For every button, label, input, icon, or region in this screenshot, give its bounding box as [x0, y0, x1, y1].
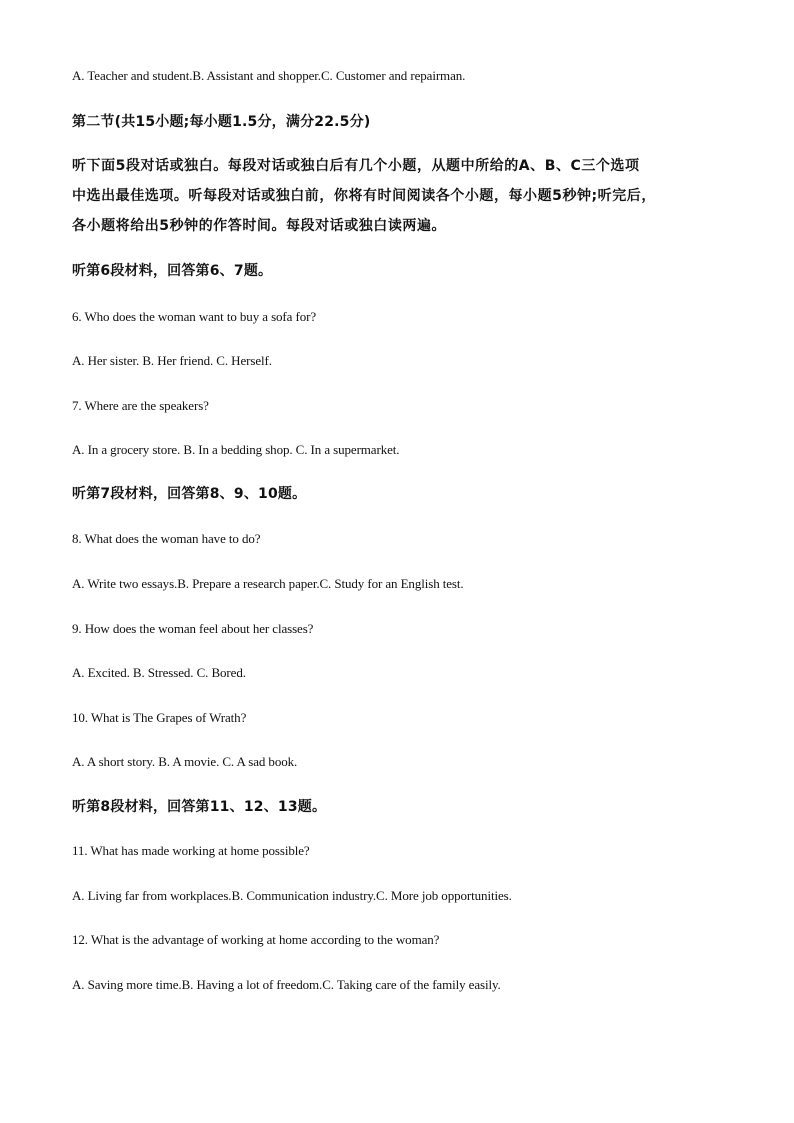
q11-options: A. Living far from workplaces.B. Communication industry.C. More job opportunities.	[72, 888, 512, 903]
q10-question: 10. What is The Grapes of Wrath?	[72, 710, 247, 725]
q6-options: A. Her sister. B. Her friend. C. Herself.	[72, 353, 272, 368]
material-8-heading: 听第8段材料，回答第11、12、13题。	[72, 799, 327, 815]
q9-question: 9. How does the woman feel about her classes?	[72, 621, 314, 636]
q7-question: 7. Where are the speakers?	[72, 398, 209, 413]
q11-question: 11. What has made working at home possible?	[72, 843, 310, 858]
material-7-heading: 听第7段材料，回答第8、9、10题。	[72, 486, 307, 502]
section-2-heading: 第二节(共15小题;每小题1.5分，满分22.5分)	[72, 114, 371, 130]
material-6-heading: 听第6段材料，回答第6、7题。	[72, 263, 273, 279]
instructions-line-3: 各小题将给出5秒钟的作答时间。每段对话或独白读两遍。	[72, 218, 447, 234]
q10-options: A. A short story. B. A movie. C. A sad book.	[72, 754, 298, 769]
q7-options: A. In a grocery store. B. In a bedding shop. C. In a supermarket.	[72, 442, 400, 457]
instructions-line-1: 听下面5段对话或独白。每段对话或独白后有几个小题，从题中所给的A、B、C三个选项	[72, 158, 640, 174]
q9-options: A. Excited. B. Stressed. C. Bored.	[72, 665, 246, 680]
q12-question: 12. What is the advantage of working at home according to the woman?	[72, 932, 440, 947]
q12-options: A. Saving more time.B. Having a lot of freedom.C. Taking care of the family easily.	[72, 977, 501, 992]
q5-options: A. Teacher and student.B. Assistant and shopper.C. Customer and repairman.	[72, 68, 466, 83]
instructions-line-2: 中选出最佳选项。听每段对话或独白前，你将有时间阅读各个小题，每小题5秒钟;听完后，	[72, 188, 656, 204]
q6-question: 6. Who does the woman want to buy a sofa for?	[72, 309, 317, 324]
q8-options: A. Write two essays.B. Prepare a research paper.C. Study for an English test.	[72, 576, 464, 591]
q8-question: 8. What does the woman have to do?	[72, 531, 261, 546]
